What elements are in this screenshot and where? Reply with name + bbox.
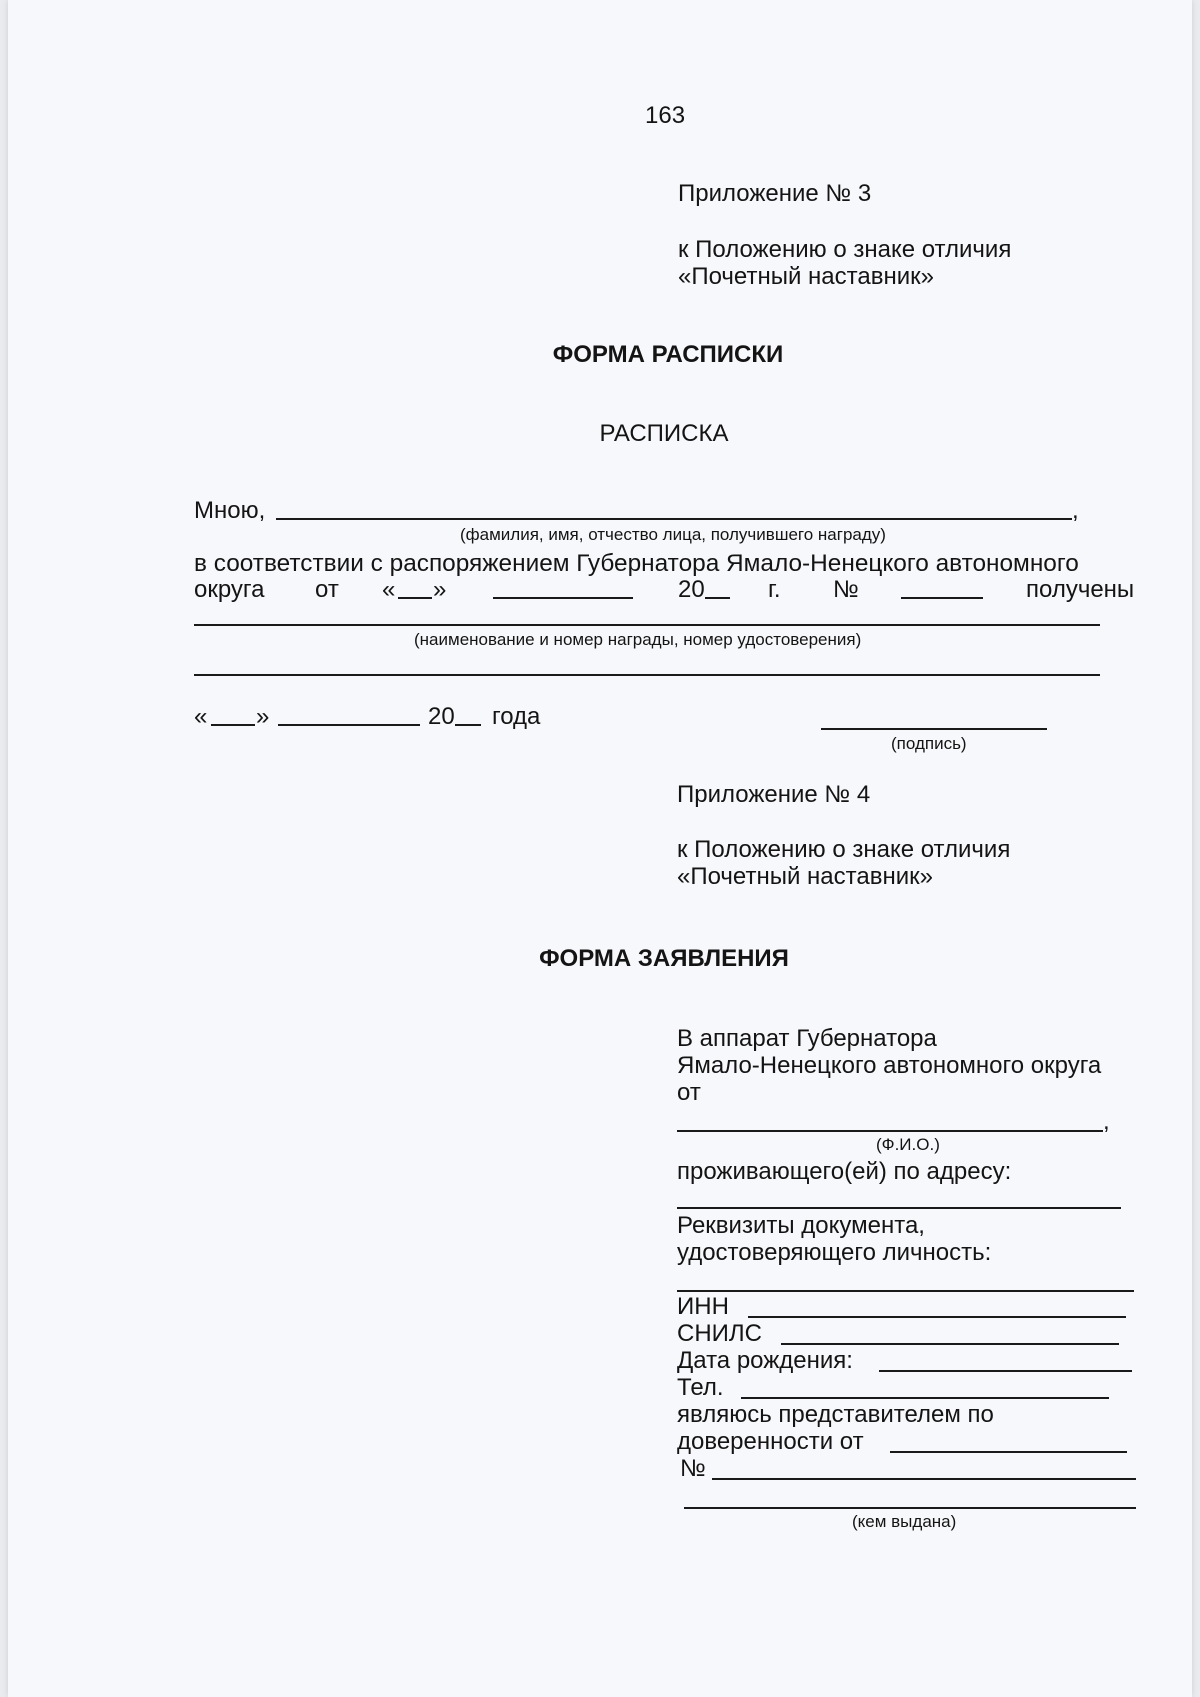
page-number: 163 bbox=[645, 102, 686, 129]
appendix4-title: Приложение № 4 bbox=[677, 781, 871, 808]
caption-award: (наименование и номер награды, номер удостоверения) bbox=[414, 630, 862, 649]
addressee-line2: Ямало-Ненецкого автономного округа bbox=[677, 1052, 1102, 1079]
appendix4-ref-line2: «Почетный наставник» bbox=[677, 863, 933, 890]
snils-line bbox=[781, 1343, 1119, 1345]
fio-line bbox=[677, 1130, 1103, 1132]
address-label: проживающего(ей) по адресу: bbox=[677, 1158, 1012, 1185]
receipt-title: РАСПИСКА bbox=[599, 420, 729, 447]
fio-comma: , bbox=[1103, 1108, 1110, 1135]
receipt-word-no: № bbox=[833, 576, 859, 603]
receipt-word-okruga: округа bbox=[194, 576, 265, 603]
document-page bbox=[8, 0, 1192, 1697]
caption-signature: (подпись) bbox=[891, 734, 967, 753]
decree-month-line bbox=[493, 597, 633, 599]
receipt-form-title: ФОРМА РАСПИСКИ bbox=[552, 341, 784, 368]
caption-issued-by: (кем выдана) bbox=[852, 1512, 957, 1531]
inn-line bbox=[748, 1316, 1126, 1318]
addressee-line1: В аппарат Губернатора bbox=[677, 1025, 937, 1052]
id-doc-line1: Реквизиты документа, bbox=[677, 1212, 925, 1239]
representative-line1: являюсь представителем по bbox=[677, 1401, 994, 1428]
date-quote-close: » bbox=[256, 703, 270, 730]
appendix3-ref-line1: к Положению о знаке отличия bbox=[678, 236, 1012, 263]
inn-label: ИНН bbox=[677, 1293, 729, 1320]
birth-date-line bbox=[879, 1370, 1132, 1372]
decree-number-line bbox=[901, 597, 983, 599]
id-doc-line bbox=[677, 1290, 1134, 1292]
recipient-name-line bbox=[276, 518, 1072, 520]
application-form-title: ФОРМА ЗАЯВЛЕНИЯ bbox=[539, 945, 789, 972]
issued-by-line bbox=[684, 1507, 1136, 1509]
representative-line2: доверенности от bbox=[677, 1428, 864, 1455]
id-doc-line2: удостоверяющего личность: bbox=[677, 1239, 992, 1266]
birth-date-label: Дата рождения: bbox=[677, 1347, 853, 1374]
appendix4-ref-line1: к Положению о знаке отличия bbox=[677, 836, 1011, 863]
decree-year-line bbox=[705, 597, 730, 599]
receipt-mnoyu: Мною, bbox=[194, 497, 266, 524]
from-label: от bbox=[677, 1079, 701, 1106]
receipt-word-ot: от bbox=[315, 576, 339, 603]
snils-label: СНИЛС bbox=[677, 1320, 762, 1347]
caption-recipient-name: (фамилия, имя, отчество лица, получившего награду) bbox=[460, 525, 886, 544]
phone-label: Тел. bbox=[677, 1374, 724, 1401]
date-year-line bbox=[455, 724, 481, 726]
receipt-word-g: г. bbox=[768, 576, 781, 603]
phone-line bbox=[741, 1397, 1109, 1399]
caption-fio: (Ф.И.О.) bbox=[876, 1135, 940, 1154]
date-month-line bbox=[278, 724, 420, 726]
date-quote-open: « bbox=[194, 703, 208, 730]
address-line bbox=[677, 1207, 1121, 1209]
power-of-attorney-number-line bbox=[712, 1478, 1136, 1480]
date-20: 20 bbox=[428, 703, 455, 730]
receipt-comma: , bbox=[1072, 497, 1079, 524]
appendix3-ref-line2: «Почетный наставник» bbox=[678, 263, 934, 290]
receipt-body-line1: в соответствии с распоряжением Губернатора Ямало-Ненецкого автономного bbox=[194, 550, 1079, 577]
receipt-word-20: 20 bbox=[678, 576, 705, 603]
decree-day-line bbox=[398, 597, 432, 599]
receipt-word-polucheny: получены bbox=[1026, 576, 1135, 603]
power-of-attorney-date-line bbox=[890, 1451, 1127, 1453]
award-line-2 bbox=[194, 674, 1100, 676]
date-goda: года bbox=[492, 703, 541, 730]
award-line-1 bbox=[194, 624, 1100, 626]
receipt-quote-close: » bbox=[433, 576, 447, 603]
number-sign: № bbox=[680, 1455, 706, 1482]
date-day-line bbox=[211, 724, 255, 726]
signature-line bbox=[821, 728, 1047, 730]
appendix3-title: Приложение № 3 bbox=[678, 180, 872, 207]
receipt-quote-open: « bbox=[382, 576, 396, 603]
